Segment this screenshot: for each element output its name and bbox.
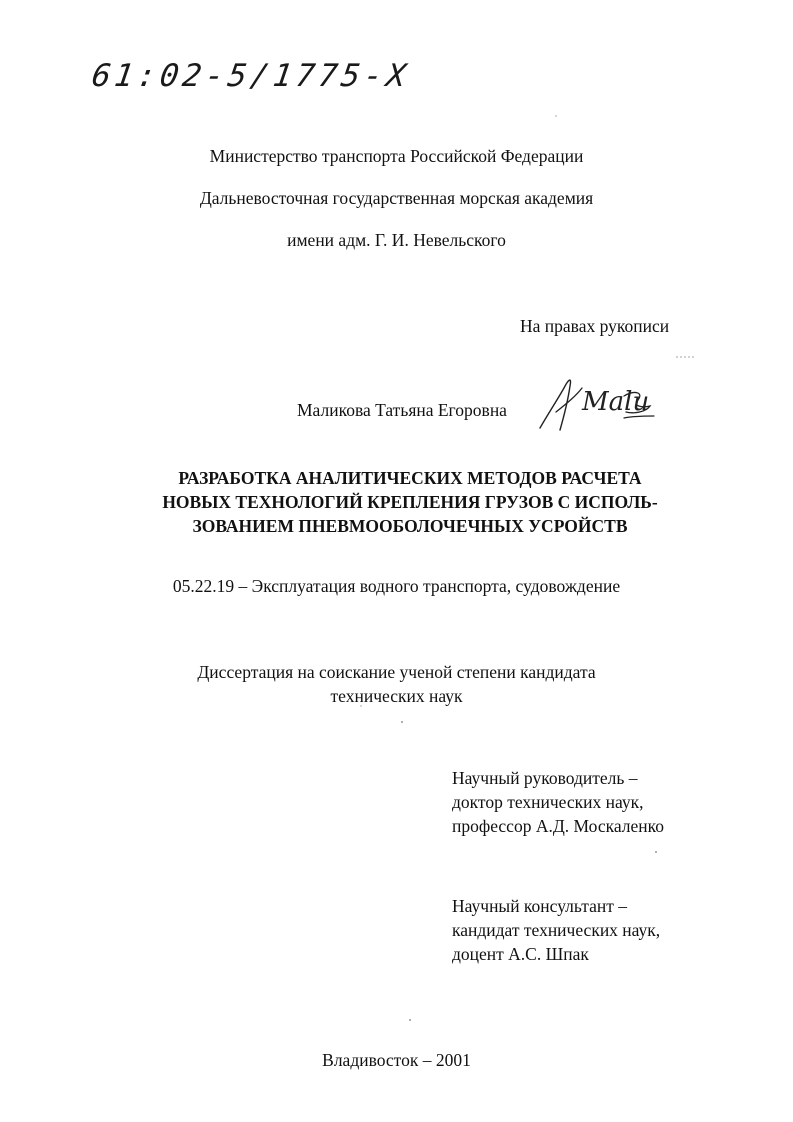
city-year: Владивосток – 2001 <box>322 1050 471 1070</box>
degree-statement <box>0 660 793 708</box>
specialty-line: 05.22.19 – Эксплуатация водного транспорта, судовождение <box>172 576 621 596</box>
academy-line: Дальневосточная государственная морская академия <box>199 188 594 208</box>
degree-line: Диссертация на соискание ученой степени кандидата <box>197 662 596 682</box>
consultant-line: кандидат технических наук, <box>452 920 661 940</box>
manuscript-note: На правах рукописи <box>520 316 670 336</box>
title-line: НОВЫХ ТЕХНОЛОГИЙ КРЕПЛЕНИЯ ГРУЗОВ С ИСПОЛЬ- <box>162 492 658 512</box>
ministry-line: Министерство транспорта Российской Федерации <box>209 146 584 166</box>
dissertation-title <box>100 466 720 538</box>
consultant-block <box>452 894 660 966</box>
author-name: Маликова Татьяна Егоровна <box>297 400 507 420</box>
signature-text: Malu <box>582 387 650 417</box>
degree-line: технических наук <box>330 686 463 706</box>
supervisor-line: профессор А.Д. Москаленко <box>452 816 664 836</box>
title-line: ЗОВАНИЕМ ПНЕВМООБОЛОЧЕЧНЫХ УСРОЙСТВ <box>192 516 628 536</box>
title-line: РАЗРАБОТКА АНАЛИТИЧЕСКИХ МЕТОДОВ РАСЧЕТА <box>178 468 642 488</box>
consultant-line: Научный консультант – <box>452 896 627 916</box>
author-signature <box>526 366 666 446</box>
supervisor-line: доктор технических наук, <box>452 792 644 812</box>
supervisor-block <box>452 766 664 838</box>
supervisor-line: Научный руководитель – <box>452 768 638 788</box>
academy-name-line: имени адм. Г. И. Невельского <box>287 230 506 250</box>
consultant-line: доцент А.С. Шпак <box>452 944 589 964</box>
archive-code-handwritten: 61:02-5/1775-X <box>89 58 412 94</box>
